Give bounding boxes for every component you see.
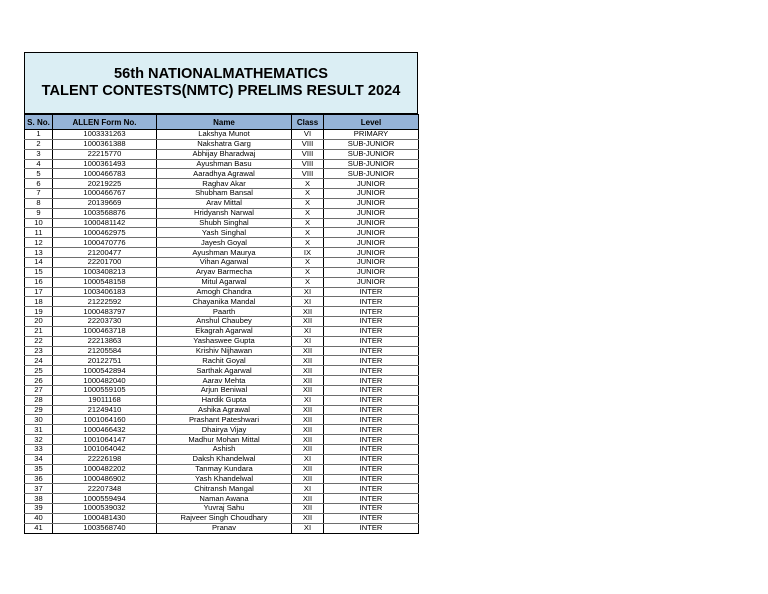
cell-name: Ayushman Basu <box>157 159 292 169</box>
cell-name: Ashika Agrawal <box>157 405 292 415</box>
cell-level: INTER <box>324 484 419 494</box>
cell-sno: 24 <box>25 356 53 366</box>
table-row <box>25 385 419 395</box>
cell-level: SUB-JUNIOR <box>324 149 419 159</box>
cell-sno: 15 <box>25 267 53 277</box>
cell-name: Lakshya Munot <box>157 130 292 140</box>
cell-name: Jayesh Goyal <box>157 238 292 248</box>
table-row <box>25 454 419 464</box>
cell-level: JUNIOR <box>324 248 419 258</box>
cell-form-no: 21205584 <box>53 346 157 356</box>
cell-name: Pranav <box>157 523 292 533</box>
cell-class: XII <box>292 474 324 484</box>
cell-level: SUB-JUNIOR <box>324 169 419 179</box>
cell-name: Aarav Mehta <box>157 376 292 386</box>
table-row <box>25 415 419 425</box>
cell-class: XI <box>292 523 324 533</box>
cell-class: XII <box>292 376 324 386</box>
cell-sno: 28 <box>25 395 53 405</box>
cell-name: Hridyansh Narwal <box>157 208 292 218</box>
cell-class: XII <box>292 435 324 445</box>
cell-name: Krishiv Nijhawan <box>157 346 292 356</box>
results-body <box>25 130 419 534</box>
cell-sno: 16 <box>25 277 53 287</box>
cell-sno: 17 <box>25 287 53 297</box>
cell-level: JUNIOR <box>324 208 419 218</box>
cell-class: XII <box>292 504 324 514</box>
cell-class: XII <box>292 464 324 474</box>
cell-level: INTER <box>324 504 419 514</box>
cell-name: Yashaswee Gupta <box>157 336 292 346</box>
table-row <box>25 198 419 208</box>
cell-class: XI <box>292 326 324 336</box>
cell-name: Chayanika Mandal <box>157 297 292 307</box>
cell-form-no: 1000559494 <box>53 494 157 504</box>
cell-class: X <box>292 267 324 277</box>
cell-class: VIII <box>292 159 324 169</box>
cell-form-no: 1001064147 <box>53 435 157 445</box>
cell-name: Yash Singhal <box>157 228 292 238</box>
cell-class: X <box>292 179 324 189</box>
cell-level: JUNIOR <box>324 267 419 277</box>
cell-level: INTER <box>324 326 419 336</box>
table-row <box>25 139 419 149</box>
cell-class: IX <box>292 248 324 258</box>
cell-class: XII <box>292 366 324 376</box>
cell-form-no: 1000542894 <box>53 366 157 376</box>
cell-name: Arav Mittal <box>157 198 292 208</box>
cell-sno: 1 <box>25 130 53 140</box>
cell-level: INTER <box>324 454 419 464</box>
cell-form-no: 1000466432 <box>53 425 157 435</box>
table-row <box>25 238 419 248</box>
cell-class: XII <box>292 317 324 327</box>
cell-class: XII <box>292 494 324 504</box>
cell-class: X <box>292 208 324 218</box>
cell-name: Paarth <box>157 307 292 317</box>
cell-sno: 35 <box>25 464 53 474</box>
cell-level: INTER <box>324 356 419 366</box>
cell-level: INTER <box>324 435 419 445</box>
cell-form-no: 1000482040 <box>53 376 157 386</box>
cell-level: INTER <box>324 405 419 415</box>
cell-form-no: 1000466783 <box>53 169 157 179</box>
cell-name: Ashish <box>157 445 292 455</box>
cell-name: Madhur Mohan Mittal <box>157 435 292 445</box>
cell-name: Hardik Gupta <box>157 395 292 405</box>
cell-form-no: 20139669 <box>53 198 157 208</box>
table-row <box>25 484 419 494</box>
cell-class: VI <box>292 130 324 140</box>
cell-form-no: 22207348 <box>53 484 157 494</box>
cell-class: XII <box>292 425 324 435</box>
cell-class: X <box>292 228 324 238</box>
cell-sno: 32 <box>25 435 53 445</box>
table-row <box>25 326 419 336</box>
cell-form-no: 21249410 <box>53 405 157 415</box>
cell-class: XII <box>292 445 324 455</box>
cell-sno: 10 <box>25 218 53 228</box>
table-row <box>25 317 419 327</box>
cell-level: PRIMARY <box>324 130 419 140</box>
cell-name: Ekagrah Agarwal <box>157 326 292 336</box>
cell-sno: 36 <box>25 474 53 484</box>
table-row <box>25 346 419 356</box>
table-row <box>25 336 419 346</box>
cell-form-no: 1000463718 <box>53 326 157 336</box>
cell-form-no: 1000548158 <box>53 277 157 287</box>
cell-level: INTER <box>324 395 419 405</box>
header-form-no: ALLEN Form No. <box>53 115 157 130</box>
cell-form-no: 1000462975 <box>53 228 157 238</box>
table-row <box>25 494 419 504</box>
cell-form-no: 21222592 <box>53 297 157 307</box>
header-class: Class <box>292 115 324 130</box>
cell-level: INTER <box>324 464 419 474</box>
table-row <box>25 218 419 228</box>
cell-name: Ayushman Maurya <box>157 248 292 258</box>
cell-sno: 19 <box>25 307 53 317</box>
cell-name: Yuvraj Sahu <box>157 504 292 514</box>
cell-form-no: 19011168 <box>53 395 157 405</box>
cell-form-no: 1000361493 <box>53 159 157 169</box>
cell-level: INTER <box>324 425 419 435</box>
cell-level: JUNIOR <box>324 179 419 189</box>
cell-sno: 2 <box>25 139 53 149</box>
cell-sno: 29 <box>25 405 53 415</box>
table-row <box>25 513 419 523</box>
header-row <box>25 115 419 130</box>
cell-level: JUNIOR <box>324 218 419 228</box>
cell-sno: 33 <box>25 445 53 455</box>
cell-form-no: 1000486902 <box>53 474 157 484</box>
results-table <box>24 114 419 534</box>
cell-form-no: 1003568876 <box>53 208 157 218</box>
cell-form-no: 22215770 <box>53 149 157 159</box>
cell-sno: 18 <box>25 297 53 307</box>
cell-level: INTER <box>324 336 419 346</box>
table-row <box>25 179 419 189</box>
table-row <box>25 376 419 386</box>
table-row <box>25 523 419 533</box>
cell-level: JUNIOR <box>324 238 419 248</box>
cell-level: INTER <box>324 523 419 533</box>
cell-form-no: 1003406183 <box>53 287 157 297</box>
table-row <box>25 474 419 484</box>
cell-sno: 8 <box>25 198 53 208</box>
cell-sno: 6 <box>25 179 53 189</box>
cell-form-no: 22203730 <box>53 317 157 327</box>
table-row <box>25 159 419 169</box>
cell-name: Yash Khandelwal <box>157 474 292 484</box>
cell-class: XII <box>292 346 324 356</box>
cell-level: JUNIOR <box>324 189 419 199</box>
cell-form-no: 1003568740 <box>53 523 157 533</box>
cell-level: INTER <box>324 307 419 317</box>
cell-class: XI <box>292 454 324 464</box>
table-row <box>25 425 419 435</box>
cell-name: Shubh Singhal <box>157 218 292 228</box>
cell-sno: 4 <box>25 159 53 169</box>
cell-form-no: 1000559105 <box>53 385 157 395</box>
header-level: Level <box>324 115 419 130</box>
table-row <box>25 189 419 199</box>
cell-sno: 9 <box>25 208 53 218</box>
cell-sno: 7 <box>25 189 53 199</box>
cell-class: VIII <box>292 149 324 159</box>
cell-class: VIII <box>292 169 324 179</box>
cell-class: X <box>292 277 324 287</box>
cell-level: SUB-JUNIOR <box>324 139 419 149</box>
cell-sno: 40 <box>25 513 53 523</box>
cell-level: INTER <box>324 376 419 386</box>
cell-level: INTER <box>324 415 419 425</box>
cell-sno: 22 <box>25 336 53 346</box>
cell-class: XI <box>292 297 324 307</box>
cell-name: Arjun Beniwal <box>157 385 292 395</box>
cell-level: INTER <box>324 317 419 327</box>
cell-form-no: 22201700 <box>53 257 157 267</box>
cell-form-no: 21200477 <box>53 248 157 258</box>
header-sno: S. No. <box>25 115 53 130</box>
cell-name: Vihan Agarwal <box>157 257 292 267</box>
cell-level: INTER <box>324 346 419 356</box>
cell-level: INTER <box>324 366 419 376</box>
cell-form-no: 1001064160 <box>53 415 157 425</box>
cell-form-no: 20122751 <box>53 356 157 366</box>
header-name: Name <box>157 115 292 130</box>
cell-name: Abhijay Bharadwaj <box>157 149 292 159</box>
cell-sno: 21 <box>25 326 53 336</box>
cell-level: JUNIOR <box>324 277 419 287</box>
cell-level: INTER <box>324 474 419 484</box>
cell-level: INTER <box>324 494 419 504</box>
cell-class: XI <box>292 395 324 405</box>
cell-name: Chitransh Mangal <box>157 484 292 494</box>
cell-level: INTER <box>324 445 419 455</box>
cell-form-no: 1003331263 <box>53 130 157 140</box>
table-row <box>25 307 419 317</box>
cell-sno: 3 <box>25 149 53 159</box>
cell-level: INTER <box>324 385 419 395</box>
cell-sno: 12 <box>25 238 53 248</box>
cell-sno: 38 <box>25 494 53 504</box>
cell-class: XII <box>292 415 324 425</box>
cell-name: Daksh Khandelwal <box>157 454 292 464</box>
cell-class: XII <box>292 307 324 317</box>
cell-class: VIII <box>292 139 324 149</box>
cell-form-no: 1000483797 <box>53 307 157 317</box>
cell-class: XI <box>292 287 324 297</box>
title-line-1: 56th NATIONALMATHEMATICS <box>113 66 329 82</box>
cell-sno: 30 <box>25 415 53 425</box>
cell-name: Amogh Chandra <box>157 287 292 297</box>
table-row <box>25 435 419 445</box>
cell-level: JUNIOR <box>324 198 419 208</box>
cell-name: Naman Awana <box>157 494 292 504</box>
table-row <box>25 366 419 376</box>
cell-name: Dhairya Vijay <box>157 425 292 435</box>
cell-name: Anshul Chaubey <box>157 317 292 327</box>
cell-class: XI <box>292 484 324 494</box>
cell-form-no: 22213863 <box>53 336 157 346</box>
cell-sno: 26 <box>25 376 53 386</box>
cell-sno: 23 <box>25 346 53 356</box>
cell-class: XII <box>292 513 324 523</box>
cell-sno: 39 <box>25 504 53 514</box>
cell-name: Nakshatra Garg <box>157 139 292 149</box>
cell-form-no: 22226198 <box>53 454 157 464</box>
table-row <box>25 356 419 366</box>
cell-form-no: 1000482202 <box>53 464 157 474</box>
cell-name: Raghav Akar <box>157 179 292 189</box>
cell-class: X <box>292 218 324 228</box>
cell-sno: 31 <box>25 425 53 435</box>
table-row <box>25 287 419 297</box>
table-row <box>25 169 419 179</box>
cell-sno: 5 <box>25 169 53 179</box>
cell-name: Rachit Goyal <box>157 356 292 366</box>
cell-form-no: 1001064042 <box>53 445 157 455</box>
cell-sno: 34 <box>25 454 53 464</box>
cell-class: XII <box>292 405 324 415</box>
table-row <box>25 297 419 307</box>
table-row <box>25 445 419 455</box>
cell-sno: 13 <box>25 248 53 258</box>
cell-form-no: 1000466767 <box>53 189 157 199</box>
table-row <box>25 130 419 140</box>
table-row <box>25 464 419 474</box>
cell-name: Tanmay Kundara <box>157 464 292 474</box>
cell-name: Shubham Bansal <box>157 189 292 199</box>
cell-sno: 14 <box>25 257 53 267</box>
cell-name: Prashant Pateshwari <box>157 415 292 425</box>
cell-name: Aryav Barmecha <box>157 267 292 277</box>
result-sheet <box>24 52 418 534</box>
cell-level: INTER <box>324 513 419 523</box>
table-row <box>25 257 419 267</box>
cell-name: Aaradhya Agrawal <box>157 169 292 179</box>
table-row <box>25 395 419 405</box>
cell-form-no: 1000481430 <box>53 513 157 523</box>
cell-form-no: 1000361388 <box>53 139 157 149</box>
cell-level: JUNIOR <box>324 257 419 267</box>
cell-sno: 25 <box>25 366 53 376</box>
cell-class: XI <box>292 336 324 346</box>
cell-class: X <box>292 257 324 267</box>
cell-level: SUB-JUNIOR <box>324 159 419 169</box>
cell-sno: 20 <box>25 317 53 327</box>
cell-level: INTER <box>324 297 419 307</box>
table-row <box>25 248 419 258</box>
cell-form-no: 1000470776 <box>53 238 157 248</box>
cell-class: X <box>292 198 324 208</box>
table-row <box>25 149 419 159</box>
cell-class: XII <box>292 385 324 395</box>
table-row <box>25 228 419 238</box>
title-banner <box>24 52 418 114</box>
table-row <box>25 267 419 277</box>
cell-form-no: 20219225 <box>53 179 157 189</box>
table-row <box>25 208 419 218</box>
cell-name: Rajveer Singh Choudhary <box>157 513 292 523</box>
table-row <box>25 277 419 287</box>
cell-form-no: 1000481142 <box>53 218 157 228</box>
cell-sno: 37 <box>25 484 53 494</box>
cell-class: X <box>292 189 324 199</box>
cell-sno: 11 <box>25 228 53 238</box>
title-line-2: TALENT CONTESTS(NMTC) PRELIMS RESULT 2024 <box>41 83 401 99</box>
cell-class: XII <box>292 356 324 366</box>
cell-name: Sarthak Agarwal <box>157 366 292 376</box>
cell-sno: 41 <box>25 523 53 533</box>
cell-level: INTER <box>324 287 419 297</box>
cell-sno: 27 <box>25 385 53 395</box>
cell-form-no: 1000539032 <box>53 504 157 514</box>
cell-level: JUNIOR <box>324 228 419 238</box>
cell-form-no: 1003408213 <box>53 267 157 277</box>
table-row <box>25 504 419 514</box>
table-row <box>25 405 419 415</box>
cell-class: X <box>292 238 324 248</box>
cell-name: Mitul Agarwal <box>157 277 292 287</box>
